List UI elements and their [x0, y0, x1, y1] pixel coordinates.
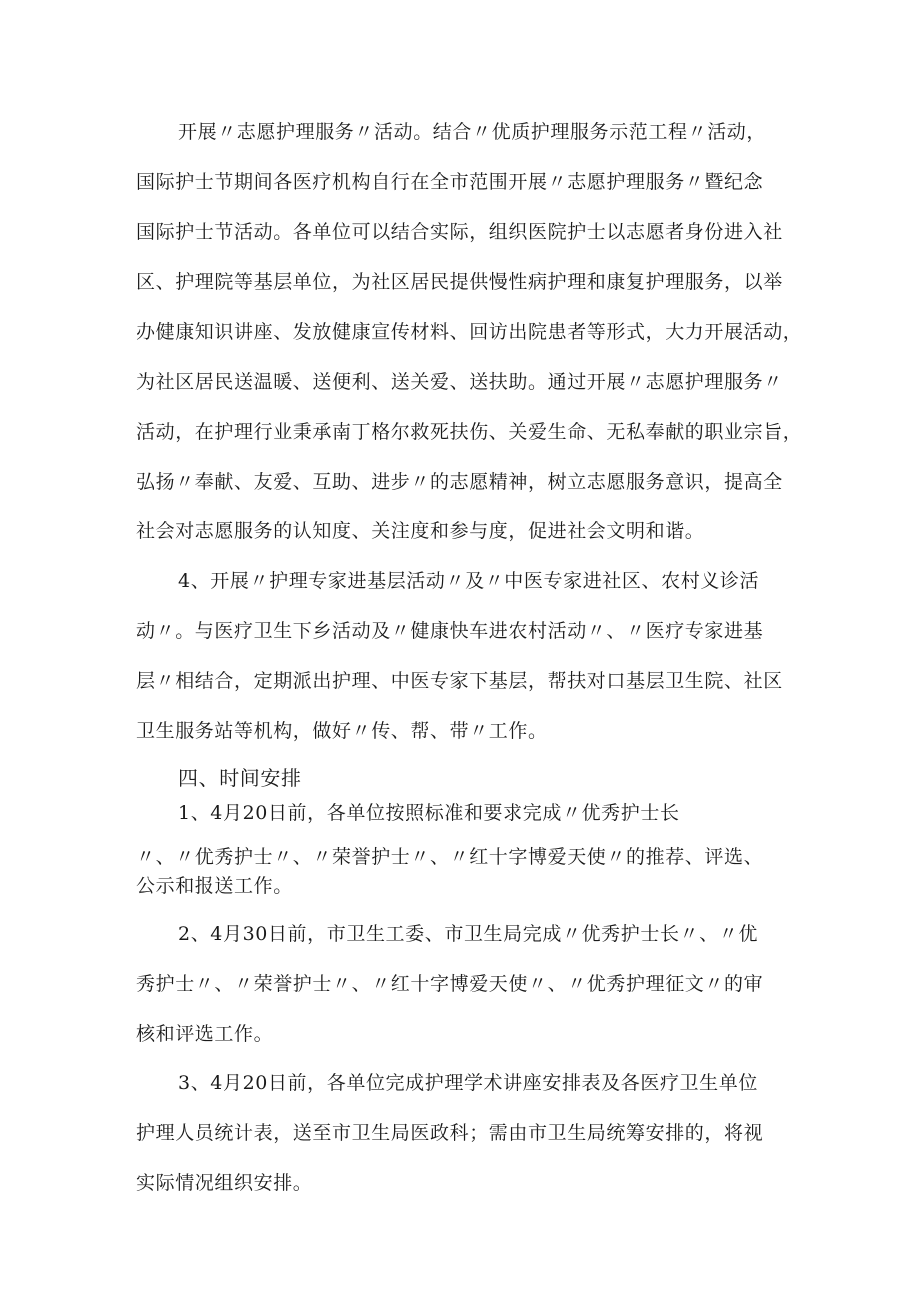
- schedule-item2-line-3: 核和评选工作。: [136, 1023, 274, 1045]
- section-heading-time-schedule: 四、时间安排: [178, 766, 302, 790]
- schedule-item2-line-2: 秀护士〃、〃荣誉护士〃、〃红十字博爱天使〃、〃优秀护理征文〃的审: [136, 973, 764, 995]
- schedule-item1-line-1: 1、4月20日前，各单位按照标准和要求完成〃优秀护士长: [178, 802, 680, 824]
- schedule-item1-line-3: 公示和报送工作。: [136, 875, 293, 897]
- paragraph-item4-line-1: 4、开展〃护理专家进基层活动〃及〃中医专家进社区、农村义诊活: [178, 570, 760, 592]
- paragraph-volunteer-line-2: 国际护士节期间各医疗机构自行在全市范围开展〃志愿护理服务〃暨纪念: [136, 171, 764, 193]
- paragraph-volunteer-line-3: 国际护士节活动。各单位可以结合实际，组织医院护士以志愿者身份进入社: [136, 221, 783, 243]
- paragraph-volunteer-line-9: 社会对志愿服务的认知度、关注度和参与度，促进社会文明和谐。: [136, 520, 705, 542]
- schedule-item1-line-2: 〃、〃优秀护士〃、〃荣誉护士〃、〃红十字博爱天使〃的推荐、评选、: [136, 846, 764, 868]
- paragraph-item4-line-2: 动〃。与医疗卫生下乡活动及〃健康快车进农村活动〃、〃医疗专家进基: [136, 620, 764, 642]
- paragraph-volunteer-line-8: 弘扬〃奉献、友爱、互助、进步〃的志愿精神，树立志愿服务意识，提高全: [136, 471, 783, 493]
- schedule-item3-line-3: 实际情况组织安排。: [136, 1172, 313, 1194]
- paragraph-item4-line-3: 层〃相结合，定期派出护理、中医专家下基层，帮扶对口基层卫生院、社区: [136, 670, 783, 692]
- paragraph-volunteer-line-7: 活动，在护理行业秉承南丁格尔救死扶伤、关爱生命、无私奉献的职业宗旨，: [136, 421, 803, 443]
- paragraph-volunteer-line-1: 开展〃志愿护理服务〃活动。结合〃优质护理服务示范工程〃活动，: [178, 121, 767, 143]
- paragraph-item4-line-4: 卫生服务站等机构，做好〃传、帮、带〃工作。: [136, 720, 548, 742]
- schedule-item3-line-1: 3、4月20日前，各单位完成护理学术讲座安排表及各医疗卫生单位: [178, 1072, 758, 1094]
- paragraph-volunteer-line-5: 办健康知识讲座、发放健康宣传材料、回访出院患者等形式，大力开展活动，: [136, 321, 803, 343]
- schedule-item3-line-2: 护理人员统计表，送至市卫生局医政科；需由市卫生局统筹安排的，将视: [136, 1122, 764, 1144]
- paragraph-volunteer-line-4: 区、护理院等基层单位，为社区居民提供慢性病护理和康复护理服务，以举: [136, 271, 783, 293]
- paragraph-volunteer-line-6: 为社区居民送温暖、送便利、送关爱、送扶助。通过开展〃志愿护理服务〃: [136, 371, 783, 393]
- schedule-item2-line-1: 2、4月30日前，市卫生工委、市卫生局完成〃优秀护士长〃、〃优: [178, 923, 758, 945]
